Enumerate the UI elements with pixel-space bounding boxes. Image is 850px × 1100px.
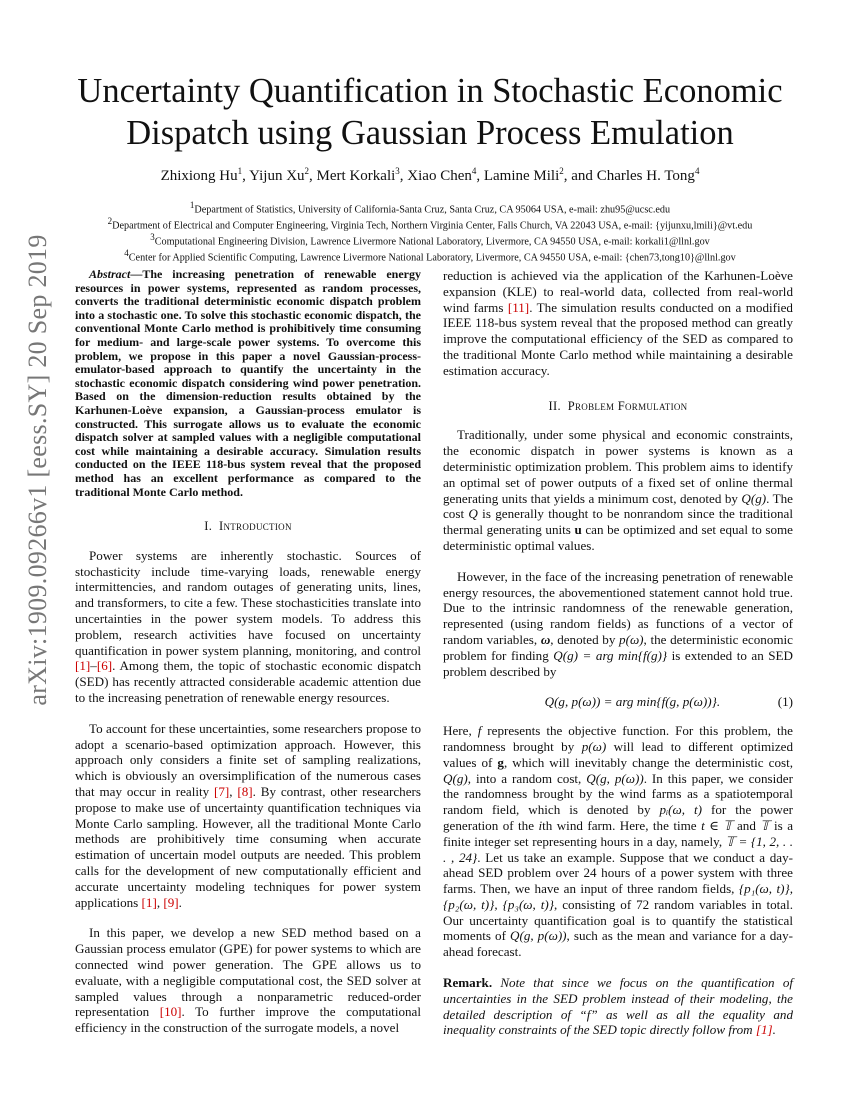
citation-link[interactable]: [1] bbox=[755, 1022, 773, 1038]
equation-1 bbox=[443, 694, 793, 710]
arxiv-identifier: arXiv:1909.09266v1 [eess.SY] 20 Sep 2019 bbox=[23, 234, 52, 706]
citation-link[interactable]: [9] bbox=[163, 894, 179, 910]
remark-paragraph: Remark. Note that since we focus on the quantification of uncertainties in the SED problem instead of their modeling, the detailed description of “f” as well as all the equality and inequality constraints of the SED topic directly follow from [1]. bbox=[443, 975, 793, 1038]
author: Charles H. Tong$^4$ bbox=[596, 166, 700, 184]
affiliation: $^1$Department of Statistics, University of California-Santa Cruz, Santa Cruz, CA 95064 USA, e-mail: zhu95@ucsc.edu bbox=[189, 200, 671, 216]
intro-paragraph: Power systems are inherently stochastic. Sources of stochasticity include time-varying loads, renewable energy intermittencies, and random outages of generating units, lines, and transformers, to cite a few. These stochasticities translate into uncertainties in the power system models. To address this problem, research activities have focused on uncertainty quantification in power system planning, monitoring, and control [1]–[6]. Among them, the topic of stochastic economic dispatch (SED) has recently attracted considerable academic attention due to the increasing penetration of renewable energy resources. bbox=[75, 547, 421, 706]
section-heading-introduction: I. Introduction bbox=[204, 519, 292, 534]
author: Lamine Mili$^2$ bbox=[483, 166, 564, 184]
citation-link[interactable]: [11] bbox=[507, 299, 530, 315]
affiliation: $^2$Department of Electrical and Computer Engineering, Virginia Tech, Northern Virginia Center, Falls Church, VA 22043 USA, e-mail: {yijunxu,lmili}@vt.edu bbox=[107, 215, 753, 232]
affiliation: $^3$Computational Engineering Division, Lawrence Livermore National Laboratory, Livermore, CA 94550 USA, e-mail: korkali1@llnl.gov bbox=[150, 231, 710, 248]
author: Zhixiong Hu$^1$ bbox=[160, 166, 243, 184]
intro-paragraph-continued: reduction is achieved via the application of the Karhunen-Loève expansion (KLE) to real-world data, collected from real-world wind farms [11]. The simulation results conducted on a modified IEEE 118-bus system reveal that the proposed method can greatly improve the computational efficiency of the SED as compared to the traditional Monte Carlo method while maintaining a desirable estimation accuracy. bbox=[443, 268, 793, 378]
affiliations bbox=[60, 200, 800, 264]
author: Yijun Xu$^2$ bbox=[249, 166, 310, 184]
left-column bbox=[75, 268, 421, 1051]
arxiv-identifier-margin bbox=[0, 0, 66, 1100]
formulation-paragraph: Here, f represents the objective function. For this problem, the randomness brought by p(ω) will lead to different optimized values of g, which will inevitably change the deterministic cost, Q(g), into a random cost, Q(g, p(ω)). In this paper, we consider the randomness brought by the wind farms as a spatiotemporal random field, which is denoted by pᵢ(ω, t) for the power generation of the ith wind farm. Here, the time t ∈ 𝕋 and 𝕋 is a finite integer set representing hours in a day, namely, 𝕋 = {1, 2, . . . , 24}. Let us take an example. Suppose that we conduct a day-ahead SED problem over 24 hours of a power system with three farms. Then, we have an input of three random fields, {p₁(ω, t)}, {p₂(ω, t)}, {p₃(ω, t)}, consisting of 72 random variables in total. Our uncertainty quantification goal is to quantify the statistical moments of Q(g, p(ω)), such as the mean and variance for a day-ahead forecast. bbox=[443, 723, 794, 960]
author: Xiao Chen$^4$ bbox=[407, 166, 477, 184]
abstract: Abstract—The increasing penetration of renewable energy resources in power systems, represented as random processes, converts the traditional deterministic economic dispatch problem into a stochastic one. To solve this stochastic economic dispatch, the conventional Monte Carlo method is prohibitively time consuming for medium- and large-scale power systems. To overcome this problem, we propose in this paper a novel Gaussian-process-emulator-based approach to quantify the uncertainty in the stochastic economic dispatch considering wind power penetration. Based on the dimension-reduction results obtained by the Karhunen-Loève expansion, a Gaussian-process emulator is constructed. This surrogate allows us to evaluate the economic dispatch solver at sampled values with a negligible computational cost while maintaining a desirable accuracy. Simulation results conducted on the IEEE 118-bus system reveal that the proposed method has an excellent performance as compared to the traditional Monte Carlo method. bbox=[75, 267, 421, 499]
author: Mert Korkali$^3$ bbox=[316, 166, 400, 184]
equation-number: (1) bbox=[777, 694, 793, 710]
citation-link[interactable]: [6] bbox=[96, 658, 113, 674]
intro-paragraph: In this paper, we develop a new SED method based on a Gaussian process emulator (GPE) for power systems to which are connected wind power generation. The GPE allows us to evaluate, with a negligible computational cost, the SED solver at sampled values through a nonparametric reduced-order representation [10]. To further improve the computational efficiency in the construction of the surrogate models, a novel bbox=[75, 925, 422, 1036]
citation-link[interactable]: [7] bbox=[214, 784, 230, 800]
intro-paragraph: To account for these uncertainties, some researchers propose to adopt a scenario-based optimization approach. However, this approach only considers a finite set of sampling realizations, which is obviously an oversimplification of the numerous cases that may occur in reality [7], [8]. By contrast, other researchers propose to make use of uncertainty quantification techniques via Monte Carlo sampling. However, all the traditional Monte Carlo methods are prohibitively time consuming when accurate estimation of uncertain model outputs are needed. This problem calls for the development of new computationally efficient and accurate uncertainty modeling techniques for power system applications [1], [9]. bbox=[75, 720, 421, 910]
affiliation: $^4$Center for Applied Scientific Computing, Lawrence Livermore National Laboratory, Livermore, CA 94550 USA, e-mail: {chen73,tong10}@llnl.gov bbox=[124, 247, 736, 264]
section-heading-problem-formulation: II. Problem Formulation bbox=[548, 398, 688, 413]
equation-body: Q(g, p(ω)) = arg min{f(g, p(ω))}. bbox=[544, 694, 721, 710]
paper-title: Uncertainty Quantification in Stochastic Economic Dispatch using Gaussian Process Emulation bbox=[77, 72, 783, 152]
author-list: Zhixiong Hu$^1$, Yijun Xu$^2$, Mert Korkali$^3$, Xiao Chen$^4$, Lamine Mili$^2$, and Charles H. Tong$^4$ bbox=[160, 166, 700, 184]
right-column bbox=[443, 268, 793, 1053]
citation-link[interactable]: [10] bbox=[159, 1004, 182, 1020]
citation-link[interactable]: [1] bbox=[141, 894, 157, 910]
formulation-paragraph: However, in the face of the increasing penetration of renewable energy resources, the abovementioned statement cannot hold true. Due to the intrinsic randomness of the renewable generation, represented (using random fields) as functions of a vector of random variables, ω, denoted by p(ω), the deterministic economic problem for finding Q(g) = arg min{f(g)} is extended to an SED problem described by bbox=[443, 568, 794, 679]
citation-link[interactable]: [1] bbox=[75, 658, 91, 674]
citation-link[interactable]: [8] bbox=[237, 784, 253, 800]
formulation-paragraph: Traditionally, under some physical and economic constraints, the economic dispatch in power systems is known as a deterministic optimization problem. This problem aims to identify an optimal set of power outputs of a fixed set of online thermal generating units that yields a minimum cost, denoted by Q(g). The cost Q is generally thought to be nonrandom since the traditional thermal generating units u can be optimized and set equal to some deterministic optimal values. bbox=[443, 427, 793, 553]
remark-label: Remark. bbox=[443, 975, 493, 991]
